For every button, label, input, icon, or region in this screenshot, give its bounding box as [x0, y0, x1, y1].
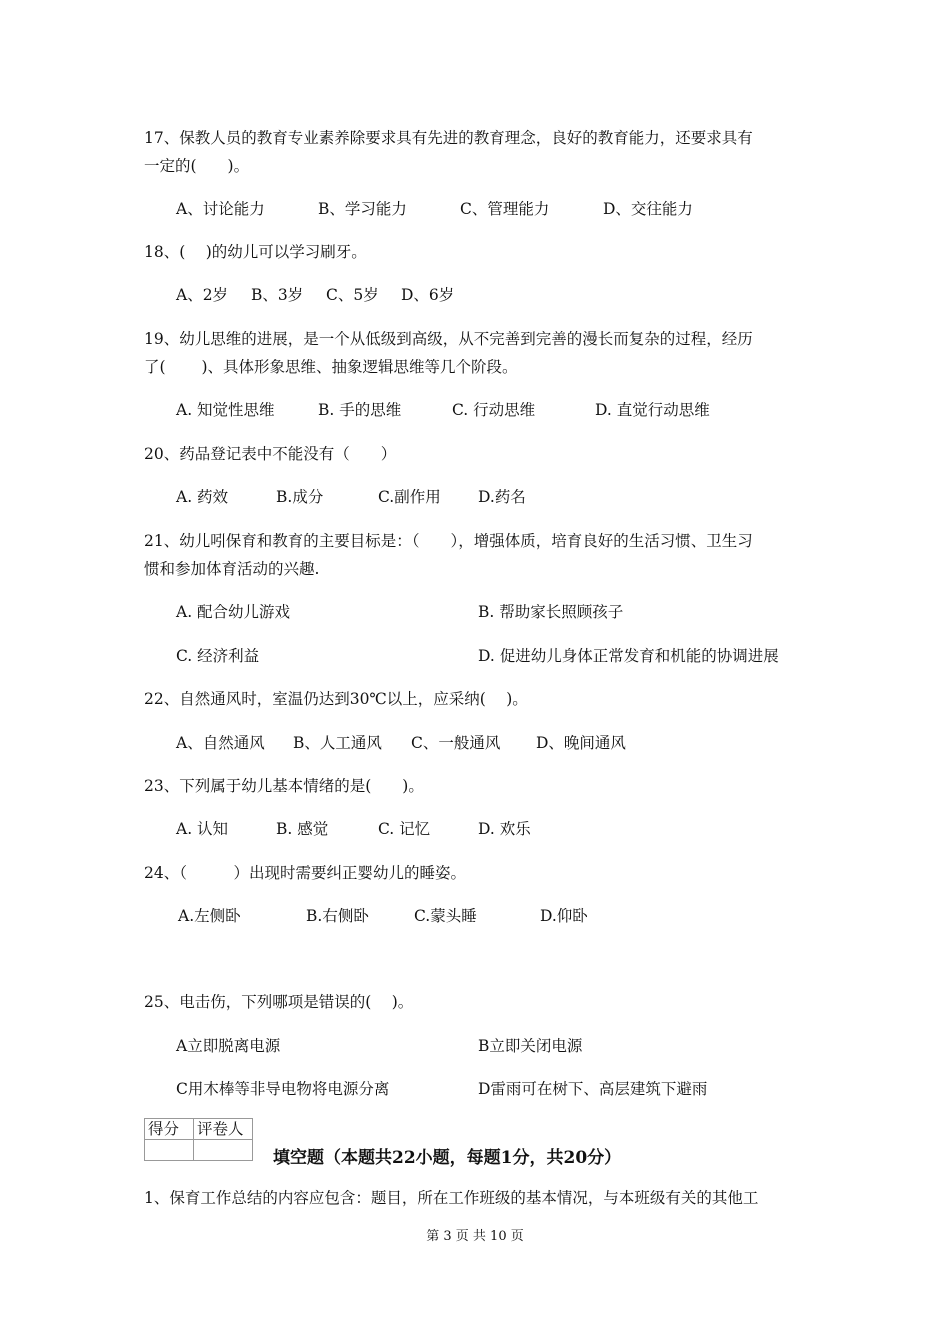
- reviewer-label: 评卷人: [194, 1119, 253, 1140]
- question-21-option-d: D. 促进幼儿身体正常发育和机能的协调进展: [478, 647, 779, 665]
- question-17-option-d: D、交往能力: [603, 200, 693, 218]
- question-23-option-d: D. 欢乐: [478, 820, 531, 838]
- score-box: [144, 1118, 253, 1161]
- question-24-option-c: C.蒙头睡: [414, 907, 477, 925]
- question-22-option-c: C、一般通风: [411, 734, 501, 752]
- question-22-option-d: D、晚间通风: [536, 734, 626, 752]
- question-20-option-d: D.药名: [478, 488, 526, 506]
- question-20-line-1: 20、药品登记表中不能没有（ ）: [144, 445, 397, 463]
- question-18-option-a: A、2岁: [176, 286, 229, 304]
- question-19-option-c: C. 行动思维: [452, 401, 536, 419]
- question-21-option-b: B. 帮助家长照顾孩子: [478, 603, 624, 621]
- question-20-option-c: C.副作用: [378, 488, 441, 506]
- page-footer: 第 3 页 共 10 页: [426, 1229, 524, 1244]
- question-17-option-c: C、管理能力: [460, 200, 550, 218]
- score-cell: [145, 1140, 194, 1161]
- question-17-option-b: B、学习能力: [318, 200, 407, 218]
- question-19-option-a: A. 知觉性思维: [176, 401, 275, 419]
- reviewer-cell: [194, 1140, 253, 1161]
- question-17-option-a: A、讨论能力: [176, 200, 265, 218]
- question-21-line-2: 惯和参加体育活动的兴趣.: [144, 560, 320, 578]
- question-25-option-b: B立即关闭电源: [478, 1037, 583, 1055]
- question-24-option-d: D.仰卧: [540, 907, 588, 925]
- question-25-option-d: D雷雨可在树下、高层建筑下避雨: [478, 1080, 708, 1098]
- question-21-line-1: 21、幼儿吲保育和教育的主要目标是：（ ），增强体质，培育良好的生活习惯、卫生习: [144, 532, 753, 550]
- question-19-option-b: B. 手的思维: [318, 401, 402, 419]
- question-19-line-2: 了( )、具体形象思维、抽象逻辑思维等几个阶段。: [144, 358, 518, 376]
- question-25-option-c: C用木棒等非导电物将电源分离: [176, 1080, 390, 1098]
- question-18-option-d: D、6岁: [401, 286, 455, 304]
- question-23-option-a: A. 认知: [176, 820, 229, 838]
- question-25-option-a: A立即脱离电源: [176, 1037, 281, 1055]
- question-20-option-a: A. 药效: [176, 488, 229, 506]
- question-19-option-d: D. 直觉行动思维: [595, 401, 710, 419]
- score-label: 得分: [145, 1119, 194, 1140]
- question-23-option-c: C. 记忆: [378, 820, 431, 838]
- question-22-option-b: B、人工通风: [293, 734, 382, 752]
- question-21-option-a: A. 配合幼儿游戏: [176, 603, 291, 621]
- question-18-option-b: B、3岁: [251, 286, 304, 304]
- question-24-line-1: 24、（ ）出现时需要纠正婴幼儿的睡姿。: [144, 864, 466, 882]
- question-21-option-c: C. 经济利益: [176, 647, 260, 665]
- question-23-line-1: 23、下列属于幼儿基本情绪的是( )。: [144, 777, 424, 795]
- question-18-option-c: C、5岁: [326, 286, 379, 304]
- question-22-option-a: A、自然通风: [176, 734, 265, 752]
- fill-question-1: 1、保育工作总结的内容应包含：题目，所在工作班级的基本情况，与本班级有关的其他工: [144, 1189, 759, 1207]
- question-23-option-b: B. 感觉: [276, 820, 329, 838]
- question-17-line-1: 17、保教人员的教育专业素养除要求具有先进的教育理念，良好的教育能力，还要求具有: [144, 129, 753, 147]
- question-25-line-1: 25、电击伤，下列哪项是错误的( )。: [144, 993, 414, 1011]
- question-18-line-1: 18、( )的幼儿可以学习刷牙。: [144, 243, 367, 261]
- section-title: 填空题（本题共22小题，每题1分，共20分）: [273, 1148, 622, 1168]
- question-24-option-b: B.右侧卧: [306, 907, 369, 925]
- question-19-line-1: 19、幼儿思维的进展，是一个从低级到高级，从不完善到完善的漫长而复杂的过程，经历: [144, 330, 753, 348]
- question-24-option-a: A.左侧卧: [178, 907, 241, 925]
- question-17-line-2: 一定的( )。: [144, 157, 250, 175]
- question-20-option-b: B.成分: [276, 488, 324, 506]
- question-22-line-1: 22、自然通风时，室温仍达到30℃以上，应采纳( )。: [144, 690, 528, 708]
